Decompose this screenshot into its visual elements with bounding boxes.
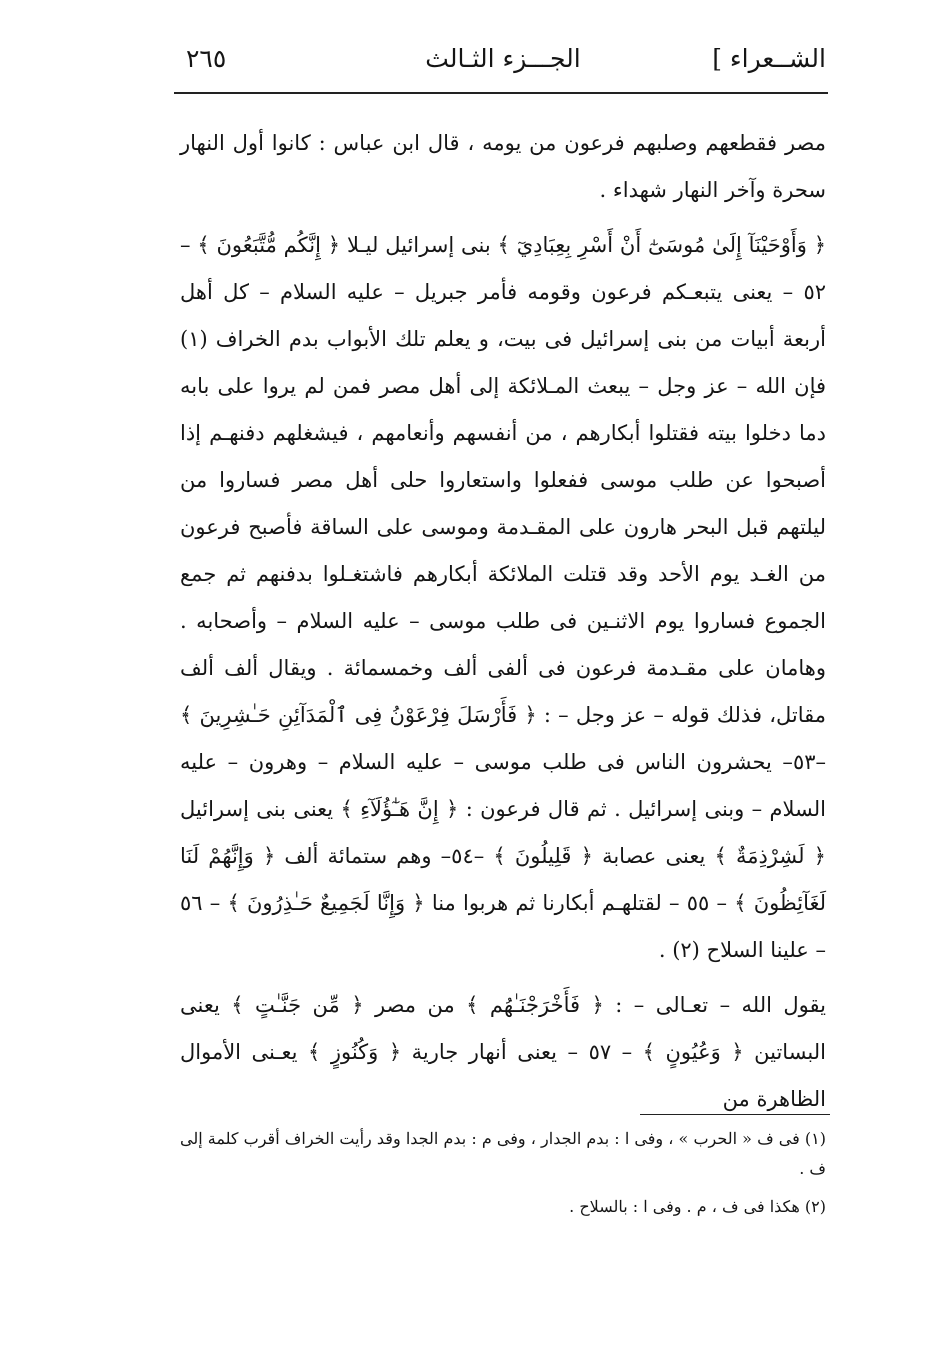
paragraph-3: يقول الله – تعـالى – : ﴿ فَأَخْرَجْنَـٰهُم ﴾ من مصر ﴿ مِّن جَنَّـٰتٍ ﴾ يعنى البساتين ﴿ وَعُيُونٍ ﴾ – ٥٧ – يعنى أنهار جارية ﴿ وَكُنُوزٍ ﴾ يعـنى الأموال الظاهرة من: [180, 993, 826, 1111]
footnote-divider: [640, 1114, 830, 1115]
footnote-1: (١) فى ف « الحرب » ، وفى ا : بدم الجدار ، وفى م : بدم الجدا وقد رأيت الخراف أقرب كلمة إلى ف .: [180, 1129, 827, 1178]
main-text: [180, 120, 826, 1123]
footnotes: [180, 1124, 826, 1230]
volume-title: الجـــزء الثـالث: [425, 44, 581, 73]
header-divider: [174, 92, 828, 94]
running-header: [180, 40, 826, 84]
page-number: ٢٦٥: [186, 44, 227, 73]
paragraph-2: ﴿ وَأَوْحَيْنَآ إِلَىٰ مُوسَىٰٓ أَنْ أَسْرِ بِعِبَادِيٓ ﴾ بنى إسرائيل ليـلا ﴿ إِنَّكُم مُّتَّبَعُونَ ﴾ – ٥٢ – يعنى يتبعـكم فرعون وقومه فأمر جبريل – عليه السلام – كل أهل أربعة أبيات من بنى إسرائيل فى بيت، و يعلم تلك الأبواب بدم الخراف (١) فإن الله – عز وجل – يبعث المـلائكة إلى أهل مصر فمن لم يروا على بابه دما دخلوا بيته فقتلوا أبكارهم ، من أنفسهم وأنعامهم ، فيشغلهم دفنهـم إذا أصبحوا عن طلب موسى ففعلوا واستعاروا حلى أهل مصر فساروا من ليلتهم قبل البحر هارون على المقـدمة وموسى على الساقة فأصبح فرعون من الغـد يوم الأحد وقد قتلت الملائكة أبكارهم فاشتغـلوا بدفنهم ثم جمع الجموع فساروا يوم الاثنـين فى طلب موسى – عليه السلام – وأصحابه . وهامان على مقـدمة فرعون فى ألفى ألف وخمسمائة . ويقال ألف ألف مقاتل، فذلك قوله – عز وجل – : ﴿ فَأَرْسَلَ فِرْعَوْنُ فِى ٱلْمَدَآئِنِ حَـٰشِرِينَ ﴾ –٥٣– يحشرون الناس فى طلب موسى – عليه السلام – وهرون – عليه السلام – وبنى إسرائيل . ثم قال فرعون : ﴿ إِنَّ هَـٰٓؤُلَآءِ ﴾ يعنى بنى إسرائيل ﴿ لَشِرْذِمَةٌ ﴾ يعنى عصابة ﴿ قَلِيلُونَ ﴾ –٥٤– وهم ستمائة ألف ﴿ وَإِنَّهُمْ لَنَا لَغَآئِظُونَ ﴾ – ٥٥ – لقتلهـم أبكارنا ثم هربوا منا ﴿ وَإِنَّا لَجَمِيعٌ حَـٰذِرُونَ ﴾ – ٥٦ – علينا السلاح (٢) .: [180, 233, 826, 962]
footnote-2: (٢) هكذا فى ف ، م . وفى ا : بالسلاح .: [569, 1197, 826, 1216]
paragraph-1: مصر فقطعهم وصلبهم فرعون من يومه ، قال ابن عباس : كانوا أول النهار سحرة وآخر النهار شهداء .: [180, 131, 826, 202]
sura-title: الشــعراء ]: [712, 44, 826, 73]
